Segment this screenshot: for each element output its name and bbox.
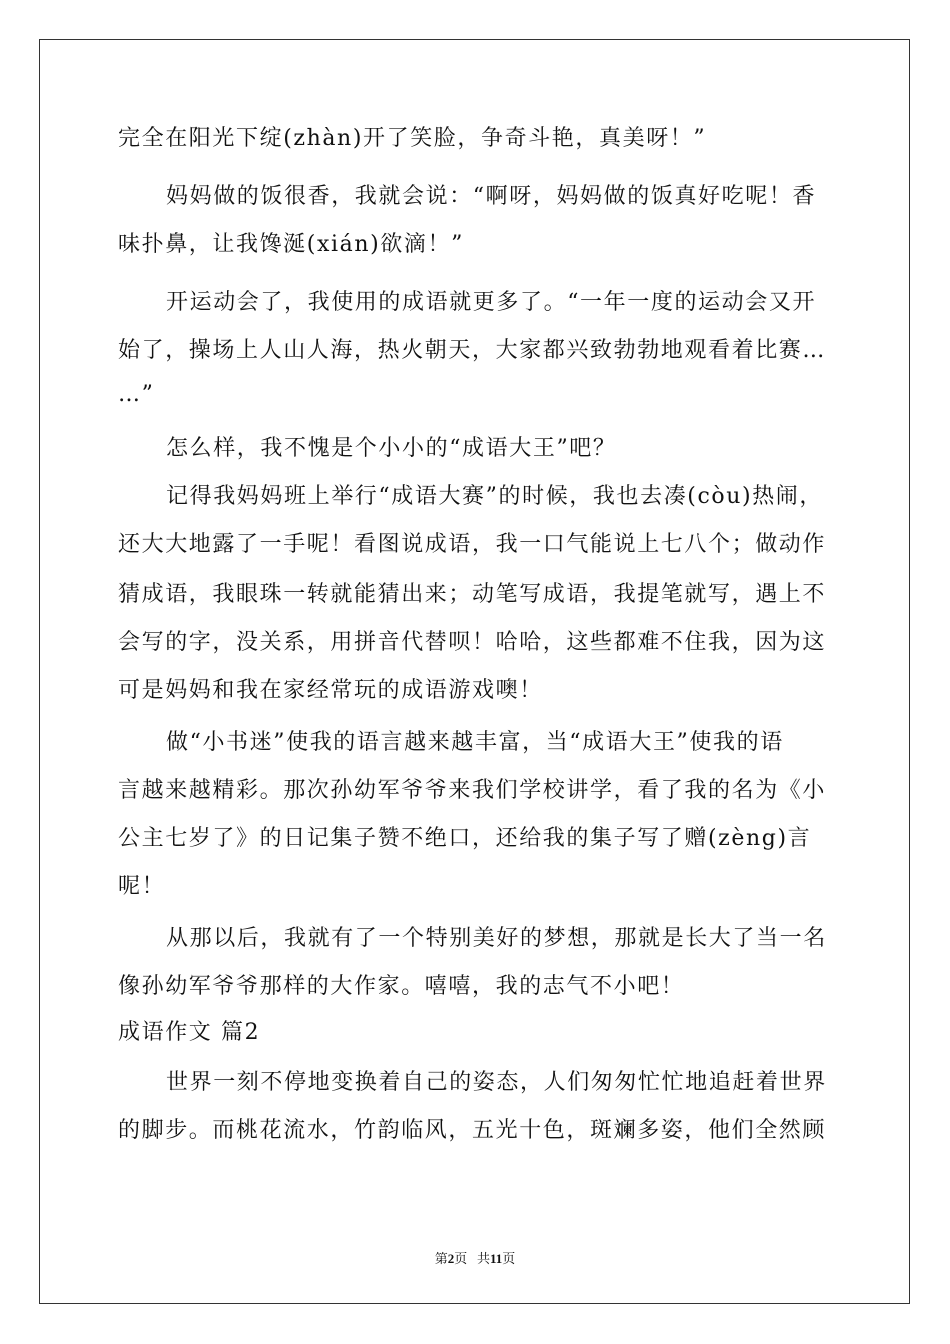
paragraph-line: 记得我妈妈班上举行“成语大赛”的时候，我也去凑(còu)热闹，	[166, 484, 823, 509]
text-line: 始了，操场上人山人海，热火朝天，大家都兴致勃勃地观看着比赛…	[118, 338, 827, 363]
total-pages: 11	[489, 1251, 503, 1266]
total-suffix: 页	[502, 1251, 516, 1266]
total-prefix: 共	[476, 1251, 490, 1266]
page-frame	[39, 39, 910, 1304]
page-footer	[0, 1248, 950, 1267]
page-number: 2	[447, 1251, 455, 1266]
text-line: 会写的字，没关系，用拼音代替呗！哈哈，这些都难不住我，因为这	[118, 630, 827, 655]
text-line: 像孙幼军爷爷那样的大作家。嘻嘻，我的志气不小吧！	[118, 974, 685, 999]
text-line: …”	[118, 382, 155, 407]
paragraph-line: 做“小书迷”使我的语言越来越丰富，当“成语大王”使我的语	[166, 730, 784, 755]
paragraph-line: 开运动会了，我使用的成语就更多了。“一年一度的运动会又开	[166, 290, 817, 315]
paragraph-line: 从那以后，我就有了一个特别美好的梦想，那就是长大了当一名	[166, 926, 827, 951]
text-line: 可是妈妈和我在家经常玩的成语游戏噢！	[118, 678, 543, 703]
text-line: 还大大地露了一手呢！看图说成语，我一口气能说上七八个；做动作	[118, 532, 827, 557]
text-line: 公主七岁了》的日记集子赞不绝口，还给我的集子写了赠(zèng)言	[118, 826, 812, 851]
section-heading: 成语作文 篇2	[118, 1020, 261, 1045]
text-line: 的脚步。而桃花流水，竹韵临风，五光十色，斑斓多姿，他们全然顾	[118, 1118, 827, 1143]
page-prefix: 第	[434, 1251, 448, 1266]
paragraph-line: 世界一刻不停地变换着自己的姿态，人们匆匆忙忙地追赶着世界	[166, 1070, 827, 1095]
text-line: 猜成语，我眼珠一转就能猜出来；动笔写成语，我提笔就写，遇上不	[118, 582, 827, 607]
page-suffix: 页	[454, 1251, 468, 1266]
text-line: 味扑鼻，让我馋涎(xián)欲滴！”	[118, 232, 464, 257]
text-line: 完全在阳光下绽(zhàn)开了笑脸，争奇斗艳，真美呀！”	[118, 126, 707, 151]
text-line: 言越来越精彩。那次孙幼军爷爷来我们学校讲学，看了我的名为《小	[118, 778, 827, 803]
paragraph-line: 妈妈做的饭很香，我就会说：“啊呀，妈妈做的饭真好吃呢！香	[166, 184, 817, 209]
text-line: 呢！	[118, 874, 166, 899]
paragraph-line: 怎么样，我不愧是个小小的“成语大王”吧？	[166, 436, 617, 461]
